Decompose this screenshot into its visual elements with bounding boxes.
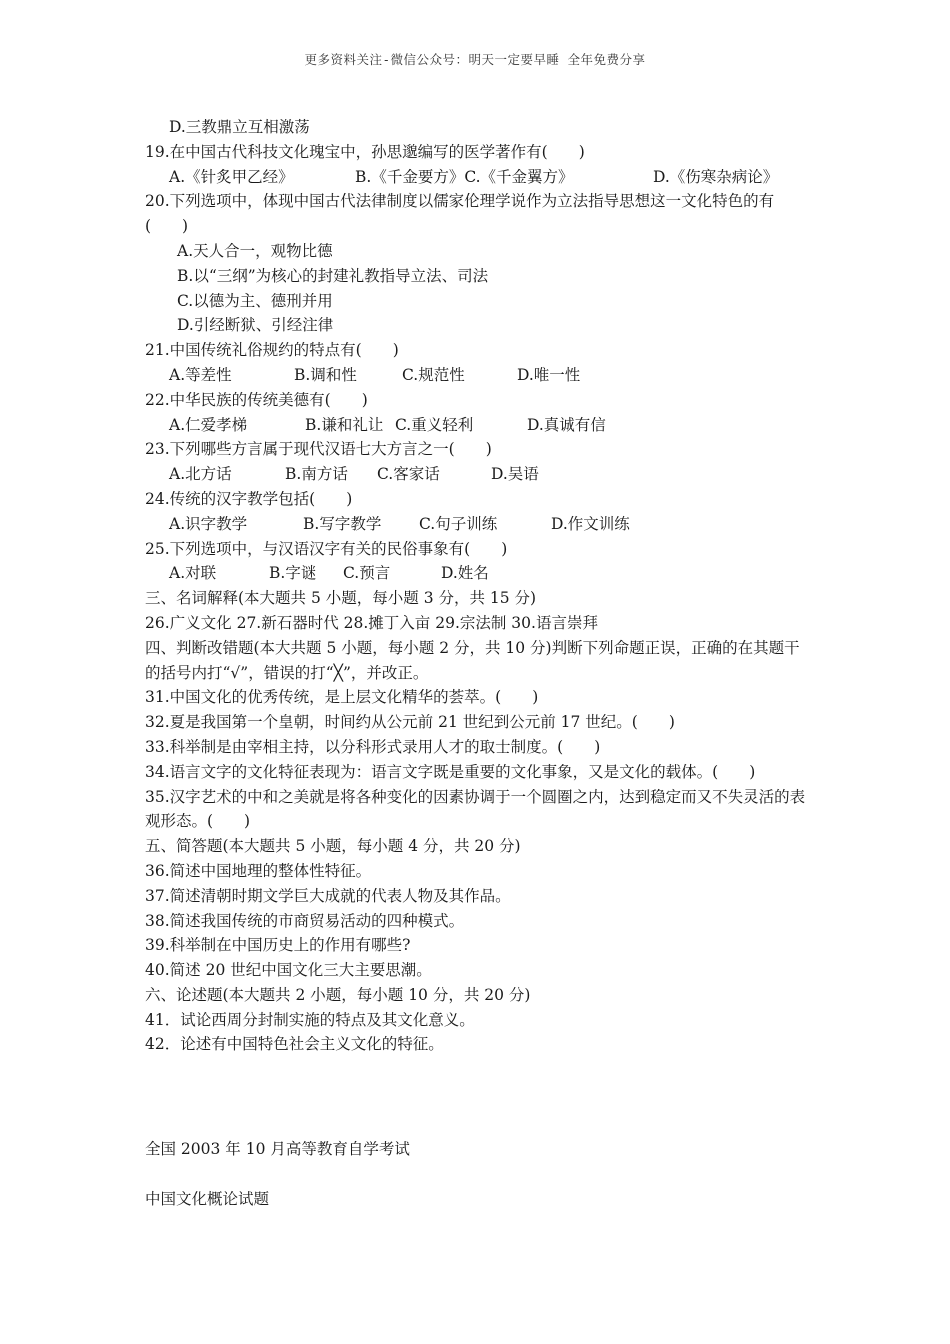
q19-option-a: A.《针炙甲乙经》 xyxy=(169,167,294,186)
q18-option-d: D.三教鼎立互相激荡 xyxy=(169,118,310,136)
q24-option-c: C.句子训练 xyxy=(419,514,498,533)
q24-option-a: A.识字教学 xyxy=(169,514,248,533)
q20-option-a: A.天人合一，观物比德 xyxy=(177,241,333,260)
question-33: 33.科举制是由宰相主持，以分科形式录用人才的取士制度。( ) xyxy=(145,737,601,756)
question-35: 35.汉字艺术的中和之美就是将各种变化的因素协调于一个圆圈之内，达到稳定而又不失灵活的表观形态。( ) xyxy=(145,787,806,831)
q24-options xyxy=(145,512,815,537)
q20-option-c: C.以德为主、德刑并用 xyxy=(177,291,333,310)
q25-option-d: D.姓名 xyxy=(441,564,489,583)
q25-option-a: A.对联 xyxy=(169,564,217,583)
question-38: 38.简述我国传统的市商贸易活动的四种模式。 xyxy=(145,911,465,930)
question-36: 36.简述中国地理的整体性特征。 xyxy=(145,861,372,880)
question-20: 20.下列选项中，体现中国古代法律制度以儒家伦理学说作为立法指导思想这一文化特色的有( ) xyxy=(145,192,775,236)
q23-option-d: D.吴语 xyxy=(491,465,539,484)
q21-option-a: A.等差性 xyxy=(169,365,232,384)
q20-option-d: D.引经断狱、引经注律 xyxy=(177,316,334,335)
exam-content xyxy=(145,115,815,1057)
question-32: 32.夏是我国第一个皇朝，时间约从公元前 21 世纪到公元前 17 世纪。( ) xyxy=(145,713,675,732)
question-34: 34.语言文字的文化特征表现为：语言文字既是重要的文化事象，又是文化的载体。( ) xyxy=(145,762,756,781)
q23-option-a: A.北方话 xyxy=(169,465,232,484)
section-6-heading: 六、论述题(本大题共 2 小题，每小题 10 分，共 20 分) xyxy=(145,985,531,1004)
q25-options xyxy=(145,561,815,586)
q22-options xyxy=(145,413,815,438)
questions-26-30: 26.广义文化 27.新石器时代 28.摊丁入亩 29.宗法制 30.语言崇拜 xyxy=(145,613,598,632)
question-21: 21.中国传统礼俗规约的特点有( ) xyxy=(145,341,399,360)
question-23: 23.下列哪些方言属于现代汉语七大方言之一( ) xyxy=(145,440,492,459)
question-24: 24.传统的汉字教学包括( ) xyxy=(145,489,353,508)
q24-option-b: B.写字教学 xyxy=(303,514,382,533)
q19-option-d: D.《伤寒杂病论》 xyxy=(653,167,779,186)
question-25: 25.下列选项中，与汉语汉字有关的民俗事象有( ) xyxy=(145,539,508,558)
q21-options xyxy=(145,363,815,388)
q25-option-b: B.字谜 xyxy=(269,564,317,583)
question-39: 39.科举制在中国历史上的作用有哪些? xyxy=(145,936,411,955)
q23-options xyxy=(145,462,815,487)
question-37: 37.简述清朝时期文学巨大成就的代表人物及其作品。 xyxy=(145,886,511,905)
question-41: 41．试论西周分封制实施的特点及其文化意义。 xyxy=(145,1010,475,1029)
page-header: 更多资料关注-微信公众号：明天一定要早睡 全年免费分享 xyxy=(304,52,646,67)
q21-option-b: B.调和性 xyxy=(294,365,357,384)
question-31: 31.中国文化的优秀传统，是上层文化精华的荟萃。( ) xyxy=(145,688,539,707)
q22-option-a: A.仁爱孝梯 xyxy=(169,415,248,434)
q23-option-b: B.南方话 xyxy=(285,465,348,484)
q22-option-b: B.谦和礼让 xyxy=(305,415,384,434)
q19-option-bc: B.《千金要方》C.《千金翼方》 xyxy=(355,167,574,186)
q21-option-d: D.唯一性 xyxy=(517,365,581,384)
question-22: 22.中华民族的传统美德有( ) xyxy=(145,390,368,409)
exam-title: 全国 2003 年 10 月高等教育自学考试 xyxy=(145,1140,410,1158)
q25-option-c: C.预言 xyxy=(343,564,391,583)
q23-option-c: C.客家话 xyxy=(377,465,440,484)
q21-option-c: C.规范性 xyxy=(402,365,465,384)
question-40: 40.简述 20 世纪中国文化三大主要思潮。 xyxy=(145,961,432,980)
subject-title: 中国文化概论试题 xyxy=(145,1190,270,1208)
q20-option-b: B.以“三纲”为核心的封建礼教指导立法、司法 xyxy=(177,266,489,285)
section-3-heading: 三、名词解释(本大题共 5 小题，每小题 3 分，共 15 分) xyxy=(145,589,537,608)
q19-options xyxy=(145,165,815,190)
question-42: 42．论述有中国特色社会主义文化的特征。 xyxy=(145,1035,444,1054)
q22-option-d: D.真诚有信 xyxy=(527,415,606,434)
q22-option-c: C.重义轻利 xyxy=(395,415,474,434)
section-5-heading: 五、简答题(本大题共 5 小题，每小题 4 分，共 20 分) xyxy=(145,837,521,856)
question-19: 19.在中国古代科技文化瑰宝中，孙思邈编写的医学著作有( ) xyxy=(145,142,585,161)
q24-option-d: D.作文训练 xyxy=(551,514,630,533)
section-4-heading: 四、判断改错题(本大共题 5 小题，每小题 2 分，共 10 分)判断下列命题正误，正确的在其题干的括号内打“√”，错误的打“╳”，并改正。 xyxy=(145,638,800,682)
